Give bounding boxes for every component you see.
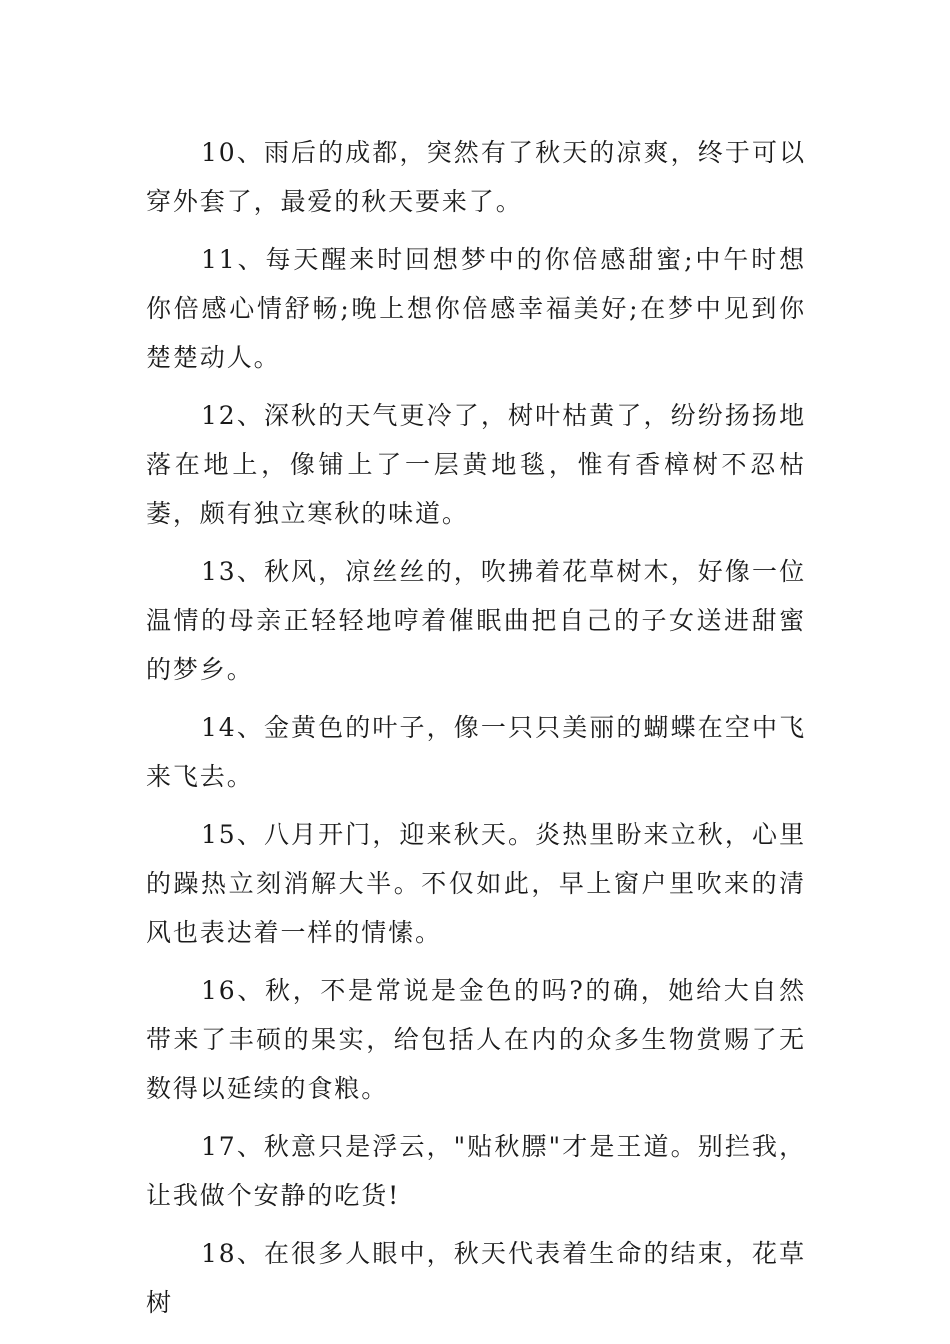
paragraph-17: 17、秋意只是浮云，"贴秋膘"才是王道。别拦我，让我做个安静的吃货! (146, 1132, 806, 1210)
paragraph-14: 14、金黄色的叶子，像一只只美丽的蝴蝶在空中飞来飞去。 (146, 713, 806, 791)
paragraph-11: 11、每天醒来时回想梦中的你倍感甜蜜;中午时想你倍感心情舒畅;晚上想你倍感幸福美好;在梦中见到你楚楚动人。 (146, 245, 806, 372)
paragraph-10: 10、雨后的成都，突然有了秋天的凉爽，终于可以穿外套了，最爱的秋天要来了。 (146, 138, 806, 216)
paragraph-18: 18、在很多人眼中，秋天代表着生命的结束，花草树 (146, 1239, 806, 1317)
document-body (146, 128, 806, 1336)
paragraph-15: 15、八月开门，迎来秋天。炎热里盼来立秋，心里的躁热立刻消解大半。不仅如此，早上窗户里吹来的清风也表达着一样的情愫。 (146, 820, 806, 947)
paragraph-13: 13、秋风，凉丝丝的，吹拂着花草树木，好像一位温情的母亲正轻轻地哼着催眠曲把自己的子女送进甜蜜的梦乡。 (146, 557, 806, 684)
paragraph-16: 16、秋，不是常说是金色的吗?的确，她给大自然带来了丰硕的果实，给包括人在内的众多生物赏赐了无数得以延续的食粮。 (146, 976, 806, 1103)
paragraph-12: 12、深秋的天气更冷了，树叶枯黄了，纷纷扬扬地落在地上，像铺上了一层黄地毯，惟有香樟树不忍枯萎，颇有独立寒秋的味道。 (146, 401, 806, 528)
